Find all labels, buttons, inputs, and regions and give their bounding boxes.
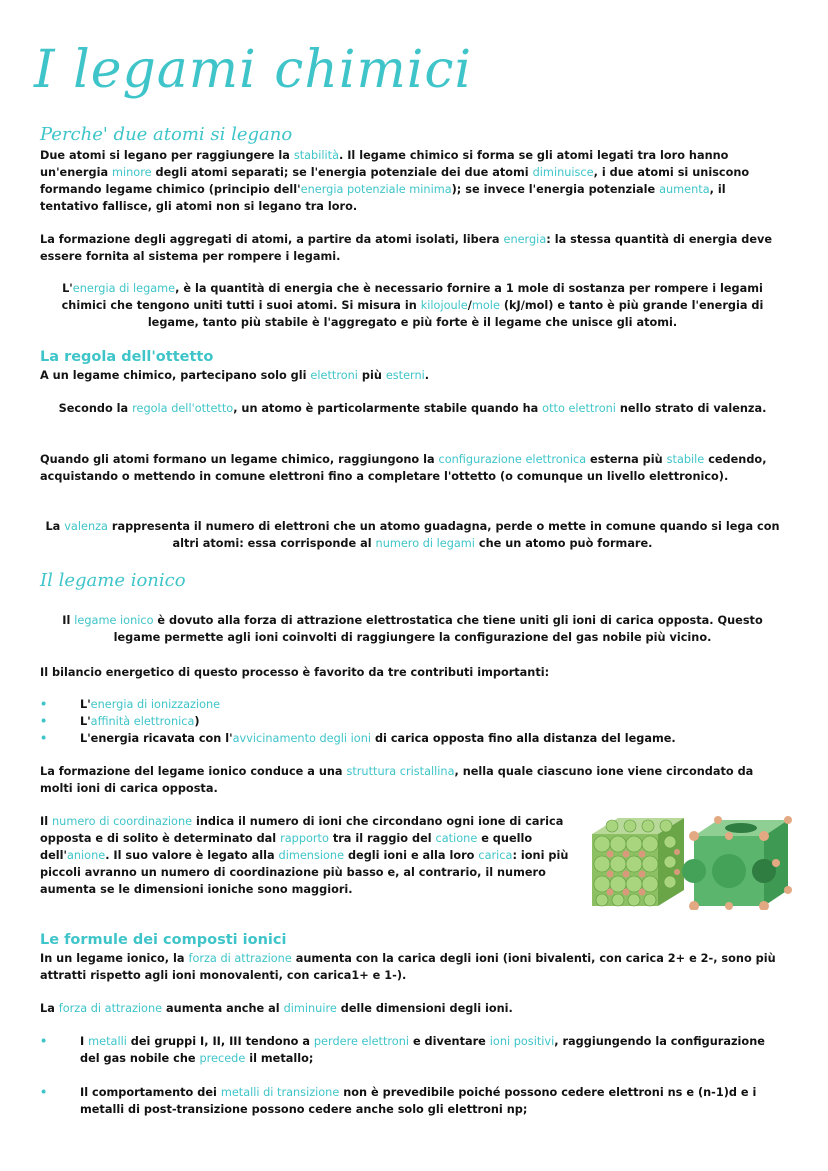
text-segment: nello strato di valenza. (615, 402, 767, 415)
highlighted-term: elettroni (310, 369, 358, 382)
heading-ottetto: La regola dell'ottetto (40, 349, 214, 365)
text-segment: di carica opposta fino alla distanza del legame. (371, 732, 676, 745)
bullet-icon: • (40, 1035, 48, 1048)
highlighted-term: forza di attrazione (58, 1002, 163, 1015)
text-segment: rappresenta il numero di elettroni che un atomo guadagna, perde o mette in comune quando si lega con altri atomi: essa corrisponde al (107, 520, 780, 550)
page-title: I legami chimici (34, 40, 473, 100)
paragraph-ottetto-1 (40, 367, 785, 384)
highlighted-term: diminuisce (532, 166, 594, 179)
paragraph-formule-2 (40, 1000, 785, 1017)
text-segment: il metallo; (245, 1052, 314, 1065)
paragraph-ionico-3 (40, 763, 785, 797)
text-segment: che un atomo può formare. (474, 537, 653, 550)
text-segment: , è la quantità di energia che è necessario fornire a 1 mole di sostanza per rompere i legami chimici che tengono uniti tutti i suoi atomi. Si misura in (61, 282, 763, 312)
highlighted-term: carica (478, 849, 513, 862)
text-segment: Il bilancio energetico di questo processo è favorito da tre contributi importanti: (40, 666, 550, 679)
text-segment: , un atomo è particolarmente stabile quando ha (233, 402, 543, 415)
highlighted-term: otto elettroni (542, 402, 616, 415)
text-segment: esterna più (586, 453, 667, 466)
text-segment: In un legame ionico, la (40, 952, 189, 965)
highlighted-term: struttura cristallina (346, 765, 455, 778)
text-segment: . (424, 369, 430, 382)
text-segment: Il comportamento dei (80, 1086, 221, 1099)
bullet-icon: • (40, 732, 48, 745)
text-segment: / (467, 299, 472, 312)
text-segment: L' (80, 698, 91, 711)
text-segment: ) (194, 715, 200, 728)
highlighted-term: legame ionico (74, 614, 154, 627)
text-segment: , i due atomi si uniscono formando legame chimico (principio dell' (40, 166, 750, 196)
bullet-icon: • (40, 715, 48, 728)
highlighted-term: numero di legami (375, 537, 475, 550)
highlighted-term: metalli di transizione (220, 1086, 340, 1099)
paragraph-perche-1 (40, 147, 785, 215)
highlighted-term: valenza (64, 520, 108, 533)
text-segment: Due atomi si legano per raggiungere la (40, 149, 294, 162)
text-segment: : ioni più piccoli avranno un numero di coordinazione più basso e, al contrario, il numero aumenta se le dimensioni ioniche sono maggiori. (40, 849, 569, 896)
text-segment: La formazione del legame ionico conduce a una (40, 765, 347, 778)
text-segment: delle dimensioni degli ioni. (336, 1002, 513, 1015)
highlighted-term: rapporto (280, 832, 329, 845)
highlighted-term: regola dell'ottetto (132, 402, 234, 415)
text-segment: La (40, 1002, 59, 1015)
text-segment: A un legame chimico, partecipano solo gli (40, 369, 311, 382)
list-item-text (80, 696, 785, 713)
highlighted-term: avvicinamento degli ioni (232, 732, 372, 745)
text-segment: e quello dell' (40, 832, 533, 862)
text-segment: Il (62, 614, 75, 627)
text-segment: degli ioni e alla loro (344, 849, 479, 862)
unit-cell-icon (682, 816, 792, 910)
list-item-text (80, 730, 785, 747)
text-segment: . Il suo valore è legato alla (105, 849, 279, 862)
highlighted-term: energia di ionizzazione (90, 698, 221, 711)
highlighted-term: esterni (385, 369, 425, 382)
paragraph-perche-2 (40, 231, 785, 265)
highlighted-term: numero di coordinazione (52, 815, 193, 828)
highlighted-term: mole (471, 299, 500, 312)
text-segment: (kJ/mol) e tanto è più grande l'energia di legame, tanto più stabile è l'aggregato e più forte è il legame che unisce gli atomi. (147, 299, 764, 329)
text-segment: ); se invece l'energia potenziale (451, 183, 660, 196)
text-segment: cedendo, acquistando o mettendo in comune elettroni fino a completare l'ottetto (o comunque un livello elettronico). (40, 453, 767, 483)
paragraph-formule-1 (40, 950, 785, 984)
text-segment: non è prevedibile poiché possono cedere elettroni ns e (n-1)d e i metalli di post-transizione possono cedere anche solo gli elettroni np; (80, 1086, 757, 1116)
text-segment: . Il legame chimico si forma se gli atomi legati tra loro hanno un'energia (40, 149, 729, 179)
text-segment: aumenta con la carica degli ioni (ioni bivalenti, con carica 2+ e 2-, sono più attratti rispetto agli ioni monovalenti, con carica1+ e 1-). (40, 952, 776, 982)
highlighted-term: kilojoule (420, 299, 468, 312)
paragraph-ionico-1 (40, 612, 785, 646)
text-segment: degli atomi separati; se l'energia potenziale dei due atomi (151, 166, 533, 179)
text-segment: Il (40, 815, 53, 828)
crystal-structure-illustration (588, 812, 793, 910)
highlighted-term: diminuire (283, 1002, 337, 1015)
highlighted-term: energia di legame (72, 282, 176, 295)
text-segment: aumenta anche al (162, 1002, 284, 1015)
highlighted-term: energia potenziale minima (300, 183, 452, 196)
paragraph-valenza (40, 518, 785, 552)
text-segment: è dovuto alla forza di attrazione elettrostatica che tiene uniti gli ioni di carica opposta. Questo legame permette agli ioni coinvolti di raggiungere la configurazione del gas nobile più vicino. (113, 614, 763, 644)
highlighted-term: forza di attrazione (188, 952, 292, 965)
text-segment: La (45, 520, 65, 533)
crystal-lattice-icon (588, 812, 793, 910)
text-segment: L' (62, 282, 73, 295)
list-item-text (80, 713, 785, 730)
text-segment: La formazione degli aggregati di atomi, a partire da atomi isolati, libera (40, 233, 504, 246)
highlighted-term: anione (66, 849, 106, 862)
highlighted-term: stabilità (293, 149, 339, 162)
paragraph-ottetto-3 (40, 451, 785, 485)
heading-ionico: Il legame ionico (40, 570, 186, 591)
highlighted-term: dimensione (278, 849, 345, 862)
text-segment: tra il raggio del (328, 832, 436, 845)
packed-lattice-icon (592, 818, 684, 906)
text-segment: : la stessa quantità di energia deve essere fornita al sistema per rompere i legami. (40, 233, 773, 263)
highlighted-term: ioni positivi (489, 1035, 555, 1048)
paragraph-ionico-2 (40, 664, 785, 681)
highlighted-term: affinità elettronica (90, 715, 195, 728)
bullet-icon: • (40, 698, 48, 711)
text-segment: I (80, 1035, 89, 1048)
heading-perche: Perche' due atomi si legano (40, 124, 293, 145)
highlighted-term: aumenta (659, 183, 710, 196)
text-segment: , raggiungendo la configurazione del gas nobile che (80, 1035, 765, 1065)
highlighted-term: stabile (666, 453, 705, 466)
highlighted-term: configurazione elettronica (438, 453, 587, 466)
list-item-text (80, 1084, 785, 1118)
highlighted-term: perdere elettroni (313, 1035, 410, 1048)
highlighted-term: metalli (88, 1035, 127, 1048)
highlighted-term: minore (112, 166, 152, 179)
list-item-text (80, 1033, 785, 1067)
text-segment: Secondo la (58, 402, 133, 415)
text-segment: indica il numero di ioni che circondano ogni ione di carica opposta e di solito è determinato dal (40, 815, 564, 845)
text-segment: Quando gli atomi formano un legame chimico, raggiungono la (40, 453, 439, 466)
text-segment: e diventare (409, 1035, 490, 1048)
paragraph-ottetto-2 (40, 400, 785, 417)
text-segment: dei gruppi I, II, III tendono a (126, 1035, 314, 1048)
highlighted-term: energia (503, 233, 547, 246)
bullet-icon: • (40, 1086, 48, 1099)
text-segment: L'energia ricavata con l' (80, 732, 233, 745)
text-segment: L' (80, 715, 91, 728)
paragraph-coordinazione (40, 813, 575, 898)
paragraph-energia-legame (40, 280, 785, 331)
highlighted-term: catione (435, 832, 478, 845)
highlighted-term: precede (199, 1052, 246, 1065)
text-segment: più (357, 369, 386, 382)
text-segment: , il tentativo fallisce, gli atomi non si legano tra loro. (40, 183, 726, 213)
text-segment: , nella quale ciascuno ione viene circondato da molti ioni di carica opposta. (40, 765, 754, 795)
heading-formule: Le formule dei composti ionici (40, 932, 287, 948)
